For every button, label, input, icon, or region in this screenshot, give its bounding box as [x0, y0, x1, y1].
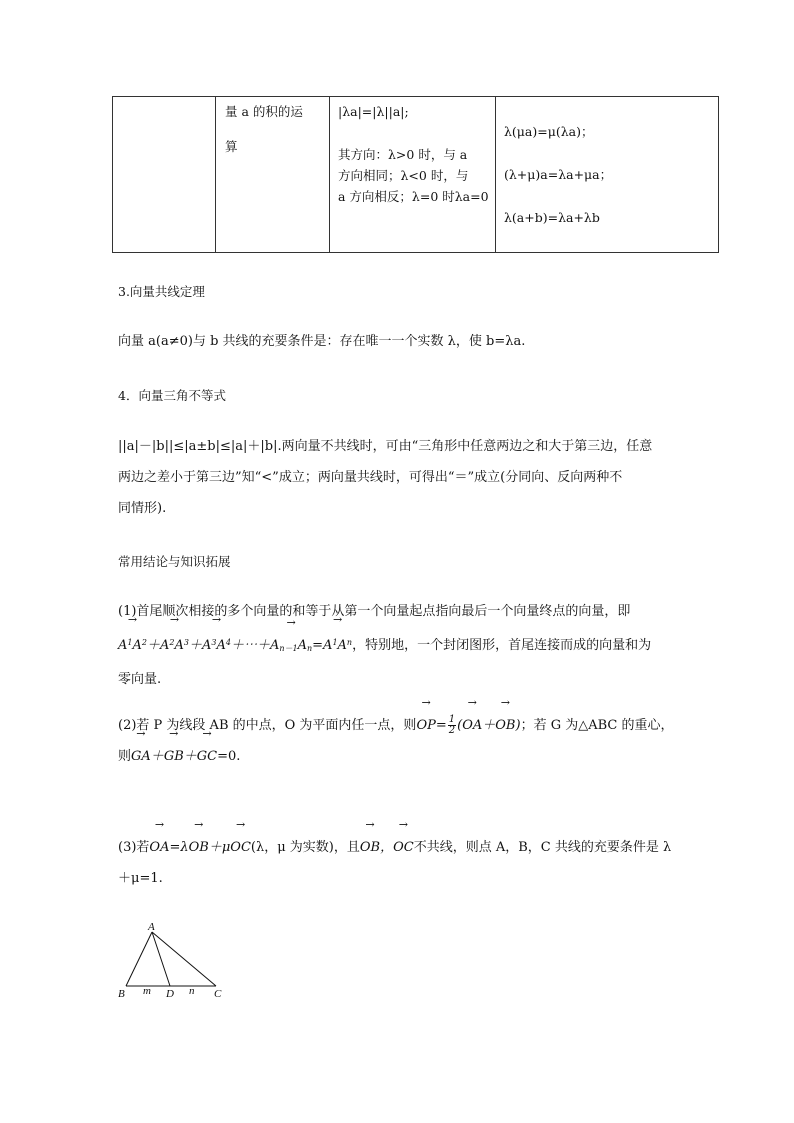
conclusion-2-middle: ；若 G 为△ABC 的重心， — [520, 718, 674, 733]
section-4-line2: 两边之差小于第三边”知“<”成立；两向量共线时，可得出“＝”成立(分同向、反向两种不 — [118, 470, 623, 485]
law-distributive-vector: λ(a+b)=λa+λb — [504, 210, 600, 225]
conclusion-1-line3: 零向量. — [118, 672, 162, 687]
edge-ac — [152, 932, 216, 986]
conclusion-2 — [118, 710, 684, 772]
section-4-title: 4．向量三角不等式 — [118, 388, 226, 403]
table-cell-definition — [330, 97, 496, 253]
definition-direction-3: a 方向相反；λ=0 时λa=0 — [338, 189, 489, 204]
conclusion-2-formula: → OP= $\frac{1}{2}$ (→ OA＋→ OB) — [416, 718, 520, 733]
conclusion-3-formula: → OA=λ→ OB＋μ→ OC — [149, 840, 250, 855]
table-cell-operation-name — [216, 97, 330, 253]
definition-direction-2: 方向相同；λ<0 时，与 — [338, 168, 469, 183]
section-3-body: 向量 a(a≠0)与 b 共线的充要条件是：存在唯一一个实数 λ，使 b=λa. — [118, 334, 526, 349]
conclusion-2-line2-prefix: 则 — [118, 749, 132, 764]
law-associative: λ(μa)=μ(λa)； — [504, 124, 594, 139]
label-a: A — [148, 921, 155, 933]
label-d: D — [166, 988, 174, 1000]
edge-ab — [126, 932, 152, 986]
conclusion-3-mid2: 不共线，则点 A，B，C 共线的充要条件是 λ — [413, 840, 672, 855]
label-b: B — [118, 988, 125, 1000]
conclusion-1-tail: ，特别地，一个封闭图形，首尾连接而成的向量和为 — [352, 638, 652, 653]
label-m: m — [143, 985, 151, 997]
conclusion-2-line2-suffix: =0. — [217, 749, 241, 764]
conclusion-3-prefix: (3)若 — [118, 840, 150, 855]
section-4-line3: 同情形). — [118, 501, 167, 516]
table-row — [113, 97, 719, 253]
section-4-line1: ||a|－|b||≤|a±b|≤|a|＋|b|.两向量不共线时，可由“三角形中任意两边之和大于第三边，任意 — [118, 439, 653, 454]
label-c: C — [214, 988, 222, 1000]
conclusion-1-formula: → $A^1A^2+\to A^2A^3+\to$ $A^3A^4+\cdots+\to A_{n-1}A_n=\to A^1A^n$ — [118, 638, 352, 653]
conclusion-3-mid: (λ，μ 为实数)，且 — [250, 840, 360, 855]
triangle-figure — [112, 918, 232, 1008]
table-cell-laws — [496, 97, 719, 253]
conclusion-3 — [118, 832, 684, 894]
section-3-title: 3.向量共线定理 — [118, 284, 205, 299]
section-4-body — [118, 431, 684, 524]
conclusion-3-vectors: → OB，→ OC — [360, 840, 414, 855]
conclusion-1-line1: (1)首尾顺次相接的多个向量的和等于从第一个向量起点指向最后一个向量终点的向量，即 — [118, 604, 631, 619]
conclusion-3-line2: ＋μ=1. — [118, 871, 163, 886]
conclusion-2-prefix: (2)若 P 为线段 AB 的中点，O 为平面内任一点，则 — [118, 718, 417, 733]
definition-direction-1: 其方向：λ>0 时，与 a — [338, 147, 468, 162]
operation-name-line2: 算 — [225, 139, 238, 154]
table-cell-empty — [113, 97, 216, 253]
conclusion-1 — [118, 596, 684, 695]
operations-table — [112, 96, 719, 253]
law-distributive-scalar: (λ+μ)a=λa+μa； — [504, 167, 613, 182]
conclusions-heading: 常用结论与知识拓展 — [118, 554, 231, 569]
operation-name-line1: 量 a 的积的运 — [225, 104, 303, 119]
label-n: n — [189, 985, 195, 997]
definition-magnitude: |λa|=|λ||a|; — [338, 104, 409, 119]
conclusion-2-formula-2: → GA＋→ GB＋→ GC — [131, 749, 217, 764]
